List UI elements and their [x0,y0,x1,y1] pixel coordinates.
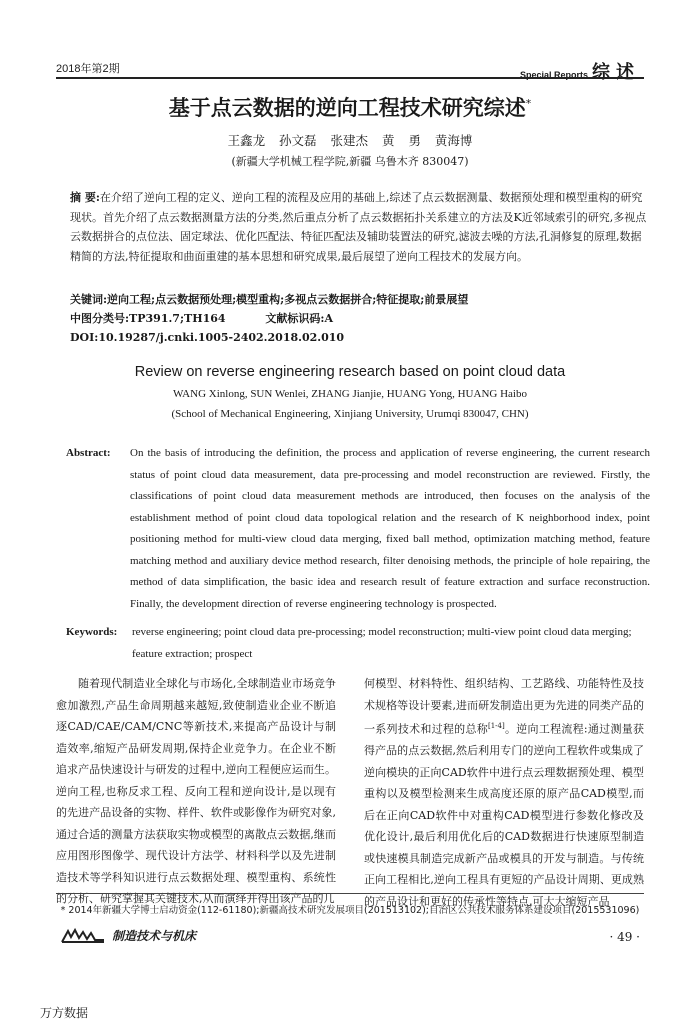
keywords-en-label: Keywords: [66,626,118,638]
authors-cn: 王鑫龙 孙文磊 张建杰 黄 勇 黄海博 [227,133,473,148]
title-en: Review on reverse engineering research based on point cloud data [134,364,566,380]
issue-label: 2018年第2期 [56,63,120,75]
abstract-cn-text: 在介绍了逆向工程的定义、逆向工程的流程及应用的基础上,综述了点云数据测量、数据预处理和模型重构的研究现状。首先介绍了点云数据测量方法的分类,然后重点分析了点云数据拓扑关系建立的方法及K近邻域索引的研究,多视点云数据拼合的点位法、固定球法、优化匹配法、特征匹配法及辅助装置法的研究,滤波去噪的方法,孔洞修复的原理,数据精简的方法,特征提取和曲面重建的基本思想和研究成果,最后展望了逆向工程技术的发展方向。 [70,191,647,263]
column-label-en: Special Reports [519,70,588,80]
funding-footnote: * 2014年新疆大学博士启动资金(112-61180);新疆高技术研究发展项目(201513102);自治区公共技术服务体系建设项目(2015531096) [60,905,640,916]
body-column-left: 随着现代制造业全球化与市场化,全球制造业市场竞争愈加激烈,产品生命周期越来越短,致使制造业企业不断追逐CAD/CAE/CAM/CNC等新技术,来提高产品设计与制造效率,缩短产品研发周期,保持企业竞争力。在企业不断追求产品快速设计与研发的过程中,逆向工程便应运而生。逆向工程,也称反求工程、反向工程和逆向设计,是以现有的先进产品设备的实物、样件、软件或影像作为研究对象,通过合适的测量方法获取实物或模型的离散点云数据,继而应用图形图像学、现代设计方法学、材料科学以及先进制造技术等学科知识进行点云数据处理、模型重构、系统性的分析、研究掌握其关键技术,从而演绎并得出该产品的几 [56,677,336,905]
column-label-zh: 综述 [592,62,640,83]
title-footnote-mark: * [525,97,532,110]
footnote-rule [56,893,644,894]
journal-logo-icon [60,927,106,949]
column-tag [520,58,640,84]
paper-title [0,92,700,122]
paper-title-text: 基于点云数据的逆向工程技术研究综述 [168,96,526,120]
authors-en: WANG Xinlong, SUN Wenlei, ZHANG Jianjie, HUANG Yong, HUANG Haibo [173,388,527,400]
body-right-part-a: 何模型、材料特性、组织结构、工艺路线、功能特性及技术规格等设计要素,进而研发制造出更为先进的同类产品的一系列技术和过程的总称 [364,677,644,736]
abstract-en-text: On the basis of introducing the definition, the process and application of reverse engineering, the current research status of point cloud data measurement, data pre-processing and model reconstruction are reviewed. Firstly, the classifications of point cloud data measurement methods are introduced, then focuses on the analysis of the establishment method of point cloud data topological relation and the research of K neighborhood index, point positioning method for multi-view cloud data merging, fixed ball method, optimization matching method, feature matching method and auxiliary device method research, filter denoising methods, the principle of hole repairing, the method of data simplification, the basic idea and research result of feature extraction and surface reconstruction. Finally, the development direction of reverse engineering technology is prospected. [130,447,650,610]
affiliation-en: (School of Mechanical Engineering, Xinjiang University, Urumqi 830047, CHN) [171,408,529,420]
affiliation-cn: (新疆大学机械工程学院,新疆 乌鲁木齐 830047) [231,155,469,168]
page-number: · 49 · [609,930,640,944]
body-column-right [364,673,644,912]
abstract-cn-label: 摘 要: [70,191,100,204]
abstract-en-label: Abstract: [66,447,111,459]
document-code: 文献标识码:A [265,312,334,325]
source-watermark: 万方数据 [40,1006,89,1020]
abstract-en [66,443,650,615]
citation-ref: [1-4] [488,722,505,730]
keywords-en [66,622,650,665]
header-rule [56,77,644,79]
journal-name: 制造技术与机床 [112,929,197,943]
keywords-cn: 关键词:逆向工程;点云数据预处理;模型重构;多视点云数据拼合;特征提取;前景展望 [70,293,469,306]
classification-number: 中图分类号:TP391.7;TH164 [70,312,226,325]
keywords-en-text: reverse engineering; point cloud data pre-processing; model reconstruction; multi-view point cloud data merging; feature extraction; prospect [132,626,632,660]
abstract-cn [70,188,650,266]
body-right-part-b: 。逆向工程流程:通过测量获得产品的点云数据,然后利用专门的逆向工程软件或集成了逆向模块的正向CAD软件中进行点云理数据预处理、模型重构以及模型检测来生成高度还原的原产品CAD模型,而后在正向CAD软件中对重构CAD模型进行参数化修改及优化设计,最后利用优化后的CAD数据进行快速原型制造或快速模具制造完成新产品或模具的开发与制造。与传统正向工程相比,逆向工程具有更短的产品设计周期、更成熟的产品设计和更好的传承性等特点,可大大缩短产品 [364,722,644,908]
classification-row [70,309,650,328]
doi: DOI:10.19287/j.cnki.1005-2402.2018.02.010 [70,331,345,344]
